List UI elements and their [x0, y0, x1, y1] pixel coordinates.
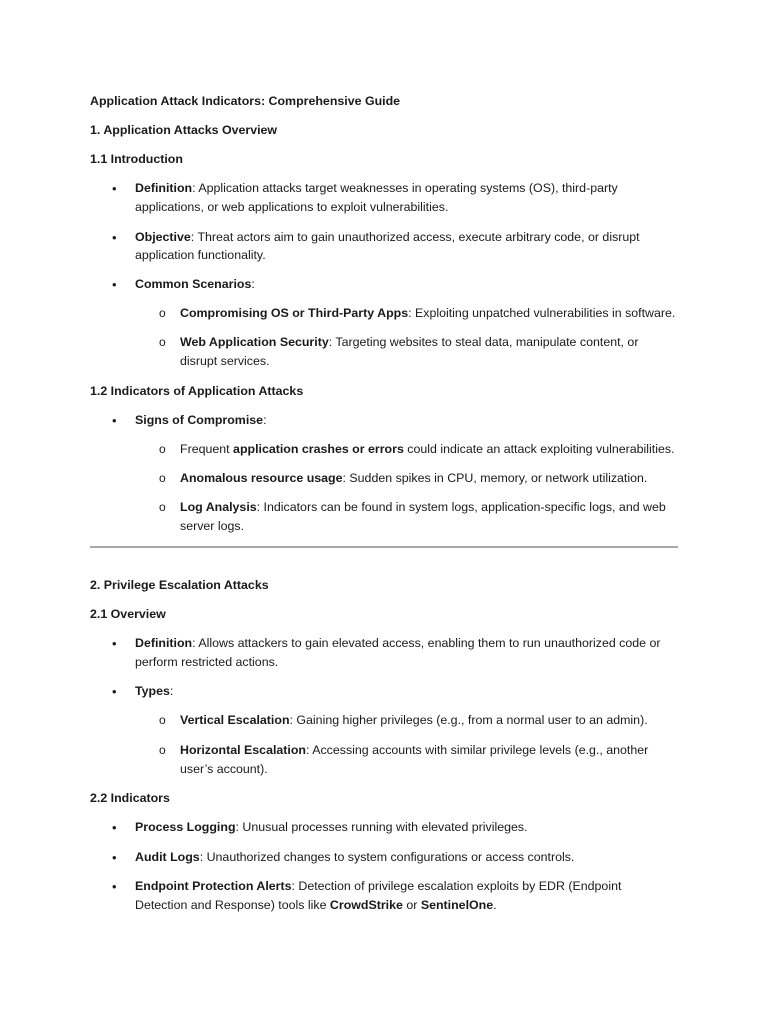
- bullet-marker: •: [112, 181, 117, 196]
- item-text: perform restricted actions.: [135, 655, 279, 669]
- section-2-2-heading: 2.2 Indicators: [90, 791, 170, 805]
- item-text: :: [263, 413, 267, 427]
- item-text: or: [402, 898, 421, 912]
- bullet-marker: •: [112, 636, 117, 651]
- item-text: : Allows attackers to gain elevated access, enabling them to run unauthorized code or: [192, 636, 661, 650]
- item-text: : Exploiting unpatched vulnerabilities in software.: [408, 306, 676, 320]
- document-title: Application Attack Indicators: Comprehensive Guide: [90, 94, 401, 108]
- sub-bullet-marker: o: [159, 442, 166, 456]
- item-text: Detection and Response) tools like: [135, 898, 330, 912]
- item-text: application functionality.: [135, 248, 266, 262]
- term: Compromising OS or Third-Party Apps: [180, 306, 409, 320]
- sub-bullet-marker: o: [159, 713, 166, 727]
- item-text: .: [493, 898, 497, 912]
- sub-bullet-marker: o: [159, 306, 166, 320]
- item-text: disrupt services.: [180, 354, 270, 368]
- sub-bullet-marker: o: [159, 743, 166, 757]
- term: Definition: [135, 181, 193, 195]
- item-text: server logs.: [180, 519, 245, 533]
- item-text: : Unauthorized changes to system configurations or access controls.: [199, 850, 575, 864]
- item-text: : Unusual processes running with elevated privileges.: [235, 820, 528, 834]
- sub-bullet-marker: o: [159, 500, 166, 514]
- term: Definition: [135, 636, 193, 650]
- term: Types: [135, 684, 170, 698]
- bullet-marker: •: [112, 230, 117, 245]
- term: Common Scenarios: [135, 277, 252, 291]
- term: Web Application Security: [180, 335, 329, 349]
- bullet-marker: •: [112, 879, 117, 894]
- item-text: : Accessing accounts with similar privilege levels (e.g., another: [306, 743, 649, 757]
- term: Process Logging: [135, 820, 236, 834]
- item-text: : Application attacks target weaknesses in operating systems (OS), third-party: [192, 181, 618, 195]
- term: SentinelOne: [420, 898, 494, 912]
- item-text: could indicate an attack exploiting vulnerabilities.: [403, 442, 675, 456]
- item-text: :: [169, 684, 174, 698]
- item-text: : Sudden spikes in CPU, memory, or network utilization.: [342, 471, 648, 485]
- term: Anomalous resource usage: [180, 471, 343, 485]
- horizontal-rule: [90, 546, 678, 548]
- term: Signs of Compromise: [135, 413, 264, 427]
- item-text: : Threat actors aim to gain unauthorized access, execute arbitrary code, or disrupt: [190, 230, 640, 244]
- term: CrowdStrike: [329, 898, 403, 912]
- bullet-marker: •: [112, 850, 117, 865]
- item-text: Frequent: [180, 442, 234, 456]
- term: Vertical Escalation: [180, 713, 290, 727]
- term: Endpoint Protection Alerts: [135, 879, 292, 893]
- bullet-marker: •: [112, 413, 117, 428]
- term: Horizontal Escalation: [180, 743, 306, 757]
- item-text: : Detection of privilege escalation exploits by EDR (Endpoint: [291, 879, 622, 893]
- section-1-heading: 1. Application Attacks Overview: [90, 123, 278, 137]
- item-text: user’s account).: [180, 762, 268, 776]
- bullet-marker: •: [112, 820, 117, 835]
- item-text: : Indicators can be found in system logs, application-specific logs, and web: [256, 500, 666, 514]
- item-text: :: [251, 277, 255, 291]
- sub-bullet-marker: o: [159, 471, 166, 485]
- item-text: applications, or web applications to exploit vulnerabilities.: [135, 200, 449, 214]
- section-1-1-heading: 1.1 Introduction: [90, 152, 183, 166]
- section-2-heading: 2. Privilege Escalation Attacks: [90, 578, 269, 592]
- sub-bullet-marker: o: [159, 335, 166, 349]
- bullet-marker: •: [112, 684, 117, 699]
- section-1-2-heading: 1.2 Indicators of Application Attacks: [90, 384, 304, 398]
- item-text: : Targeting websites to steal data, manipulate content, or: [328, 335, 639, 349]
- term: Objective: [135, 230, 191, 244]
- bullet-marker: •: [112, 277, 117, 292]
- term: Audit Logs: [135, 850, 200, 864]
- section-2-1-heading: 2.1 Overview: [90, 607, 166, 621]
- item-text: : Gaining higher privileges (e.g., from a normal user to an admin).: [289, 713, 648, 727]
- term: application crashes or errors: [233, 442, 404, 456]
- term: Log Analysis: [180, 500, 257, 514]
